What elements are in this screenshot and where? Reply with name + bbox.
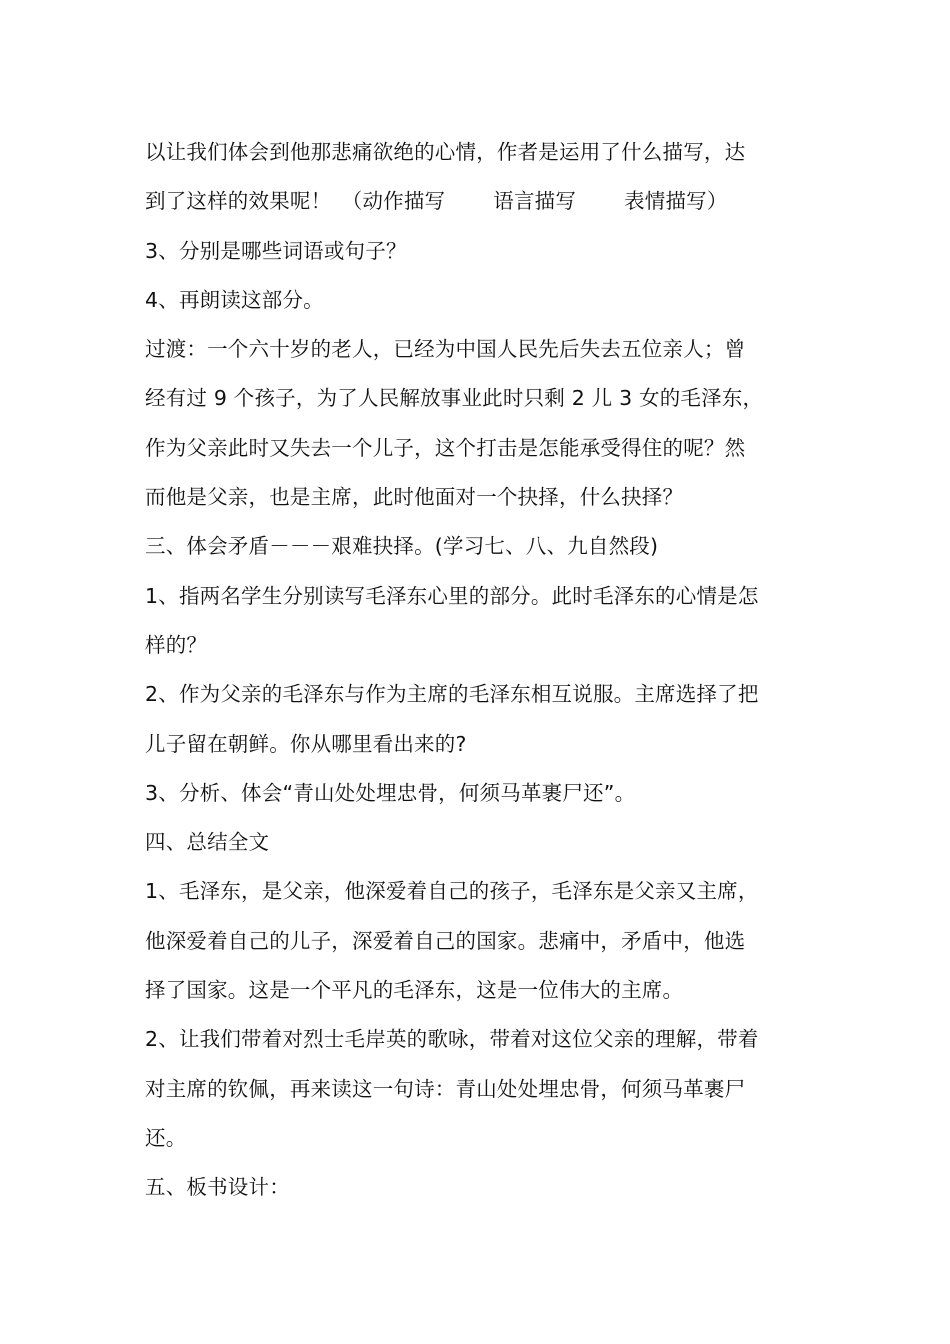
text-line-19: 2、让我们带着对烈士毛岸英的歌咏，带着对这位父亲的理解，带着: [145, 1027, 759, 1052]
text-line-8: 而他是父亲，也是主席，此时他面对一个抉择，什么抉择？: [145, 485, 684, 510]
text-line-10: 1、指两名学生分别读写毛泽东心里的部分。此时毛泽东的心情是怎: [145, 583, 759, 608]
text-line-6: 经有过 9 个孩子，为了人民解放事业此时只剩 2 儿 3 女的毛泽东，: [145, 386, 764, 411]
text-line-16: 1、毛泽东，是父亲，他深爱着自己的孩子，毛泽东是父亲又主席，: [145, 879, 759, 904]
text-line-20: 对主席的钦佩，再来读这一句诗：青山处处埋忠骨，何须马革裹尸: [145, 1076, 746, 1101]
text-line-2: [145, 177, 810, 226]
text-line-17: 他深爱着自己的儿子，深爱着自己的国家。悲痛中，矛盾中，他选: [145, 928, 746, 953]
text-line-12: 2、作为父亲的毛泽东与作为主席的毛泽东相互说服。主席选择了把: [145, 682, 759, 707]
text-line-13: 儿子留在朝鲜。你从哪里看出来的?: [145, 731, 467, 756]
text-line-1: 以让我们体会到他那悲痛欲绝的心情，作者是运用了什么描写，达: [145, 140, 746, 164]
text-line-2-part-1: 到了这样的效果呢！ （动作描写: [145, 189, 446, 214]
text-line-18: 择了国家。这是一个平凡的毛泽东，这是一位伟大的主席。: [145, 978, 684, 1003]
text-line-11: 样的？: [145, 632, 208, 657]
text-line-2-part-2: 语言描写: [493, 189, 577, 214]
document-body: [145, 128, 810, 1213]
text-line-4: 4、再朗读这部分。: [145, 287, 324, 312]
section-heading-4: 四、总结全文: [145, 830, 270, 855]
section-heading-5: 五、板书设计：: [145, 1175, 290, 1200]
text-line-7: 作为父亲此时又失去一个儿子，这个打击是怎能承受得住的呢？然: [145, 435, 746, 460]
text-line-14: 3、分析、体会“青山处处埋忠骨，何须马革裹尸还”。: [145, 780, 636, 805]
text-line-5: 过渡：一个六十岁的老人，已经为中国人民先后失去五位亲人；曾: [145, 337, 746, 362]
text-line-3: 3、分别是哪些词语或句子？: [145, 238, 407, 263]
section-heading-3: 三、体会矛盾－－－艰难抉择。(学习七、八、九自然段): [145, 534, 659, 559]
text-line-21: 还。: [145, 1125, 187, 1150]
text-line-2-part-3: 表情描写）: [624, 189, 728, 214]
